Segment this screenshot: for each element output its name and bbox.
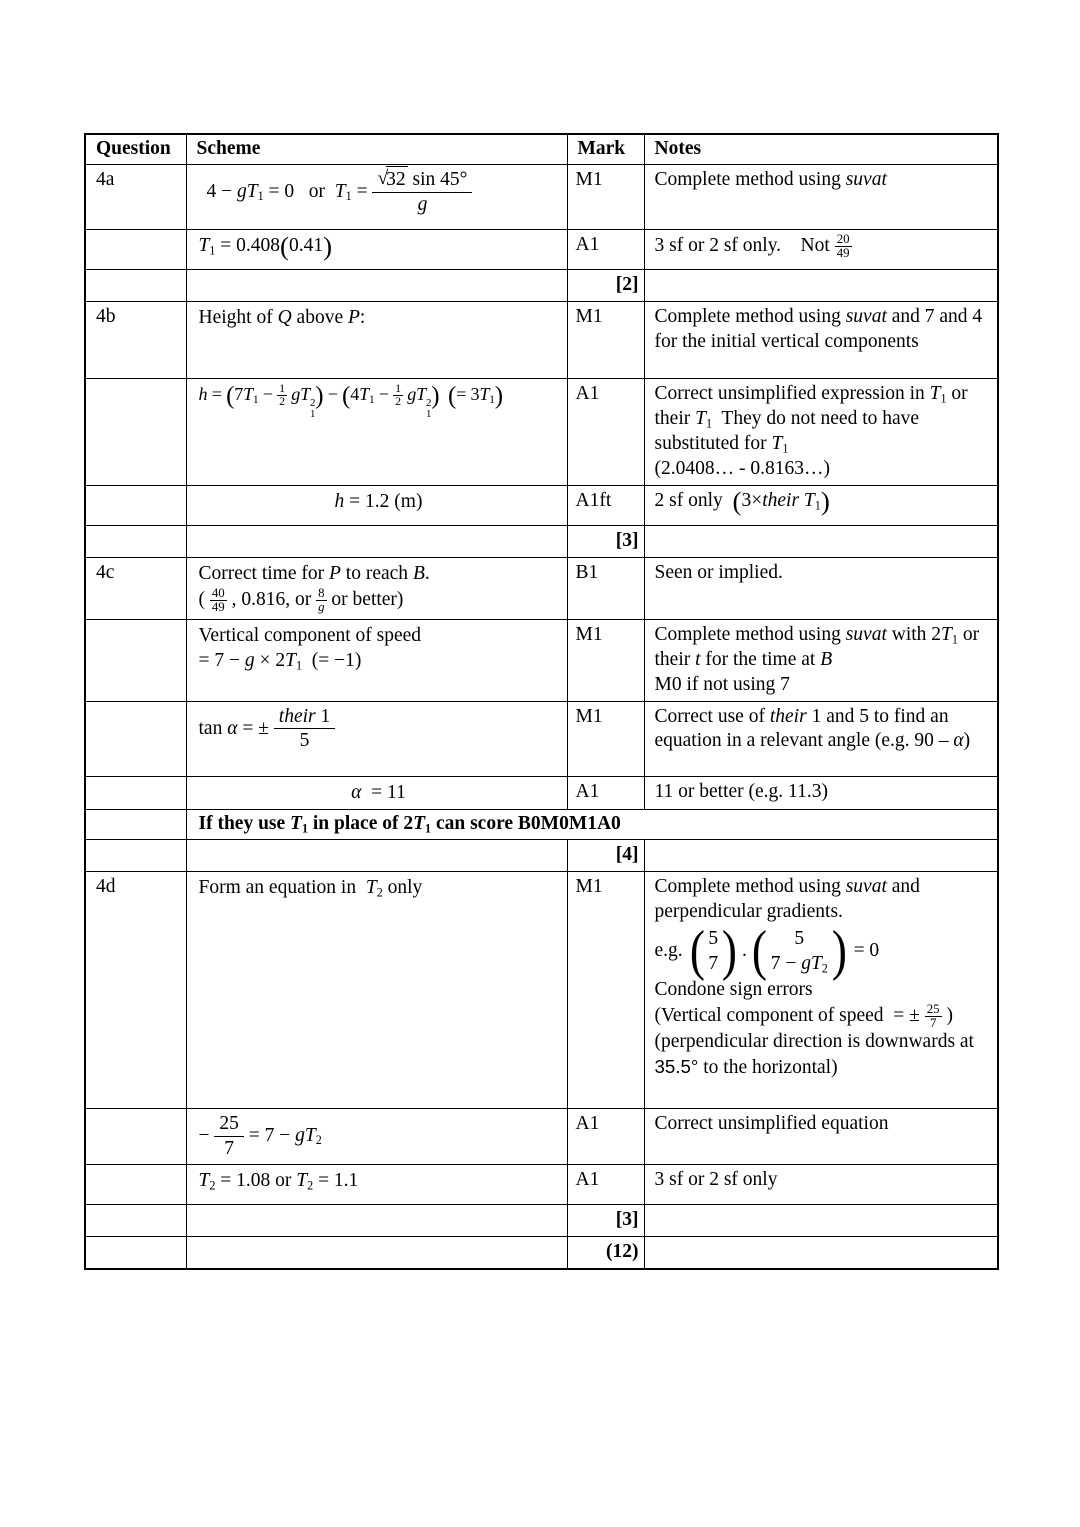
col-header-notes: Notes [644, 134, 998, 164]
col-header-mark: Mark [567, 134, 644, 164]
scheme-cell [186, 525, 567, 557]
scheme-cell [186, 269, 567, 301]
notes-cell [644, 1205, 998, 1237]
scheme-cell [186, 840, 567, 872]
question-cell [85, 378, 186, 485]
question-cell [85, 1165, 186, 1205]
question-cell [85, 525, 186, 557]
notes-cell: Complete method using suvat with $2T_1$ or their t for the time at B M0 if not using 7 [644, 619, 998, 701]
scheme-cell [186, 1205, 567, 1237]
question-cell: 4c [85, 557, 186, 619]
question-cell: 4d [85, 872, 186, 1109]
mark-cell: M1 [567, 872, 644, 1109]
scheme-cell: h = 1.2 (m) [186, 485, 567, 525]
mark-cell: B1 [567, 557, 644, 619]
mark-total-cell: [4] [567, 840, 644, 872]
table-row [85, 485, 998, 525]
table-row [85, 1237, 998, 1269]
mark-cell: A1 [567, 229, 644, 269]
question-cell [85, 229, 186, 269]
col-header-scheme: Scheme [186, 134, 567, 164]
question-cell [85, 1205, 186, 1237]
mark-cell: M1 [567, 701, 644, 776]
note-row [85, 810, 998, 840]
scheme-cell: Vertical component of speed = $7 - g \times 2T_1$ (= −1) [186, 619, 567, 701]
question-cell [85, 810, 186, 840]
table-row [85, 557, 998, 619]
table-row [85, 378, 998, 485]
table-row [85, 776, 998, 810]
scheme-cell: Height of Q above P: [186, 301, 567, 378]
table-row [85, 872, 998, 1109]
scheme-cell: − $\frac{25}{7}$ = $7 - gT_2$ [186, 1109, 567, 1165]
scheme-cell: α = 11 [186, 776, 567, 810]
mark-cell: M1 [567, 164, 644, 229]
mark-cell: A1 [567, 776, 644, 810]
scheme-cell: tan α = ± their 1 5 [186, 701, 567, 776]
header-row [85, 134, 998, 164]
table-row [85, 269, 998, 301]
notes-cell: 3 sf or 2 sf only [644, 1165, 998, 1205]
spanning-note-cell: If they use $T_1$ in place of $2T_1$ can score B0M0M1A0 [186, 810, 998, 840]
mark-scheme-table [84, 133, 999, 1270]
scheme-cell: Form an equation in $T_2$ only [186, 872, 567, 1109]
notes-cell: 2 sf only (3×their $T_1$) [644, 485, 998, 525]
mark-total-cell: [3] [567, 525, 644, 557]
notes-cell [644, 269, 998, 301]
scheme-cell: $T_1 = 0.408(0.41)$ [186, 229, 567, 269]
question-cell [85, 701, 186, 776]
scheme-cell [186, 1237, 567, 1269]
notes-cell: Seen or implied. [644, 557, 998, 619]
scheme-cell: $T_2 = 1.08$ or $T_2 = 1.1$ [186, 1165, 567, 1205]
notes-cell: Correct unsimplified expression in $T_1$ or their $T_1$ They do not need to have substituted for $T_1$ (2.0408… - 0.8163…) [644, 378, 998, 485]
table-row [85, 840, 998, 872]
mark-cell: M1 [567, 619, 644, 701]
question-cell [85, 1237, 186, 1269]
notes-cell: Correct unsimplified equation [644, 1109, 998, 1165]
question-cell [85, 619, 186, 701]
question-cell [85, 840, 186, 872]
mark-cell: A1 [567, 1109, 644, 1165]
question-cell [85, 1109, 186, 1165]
question-cell [85, 269, 186, 301]
question-cell: 4a [85, 164, 186, 229]
table-row [85, 301, 998, 378]
mark-total-cell: [3] [567, 1205, 644, 1237]
table-row [85, 619, 998, 701]
notes-cell [644, 1237, 998, 1269]
notes-cell: 3 sf or 2 sf only. Not $\frac{20}{49}$ [644, 229, 998, 269]
scheme-cell: Correct time for P to reach B. ( $\frac{40}{49}$ , 0.816, or $\frac{8}{g}$ or better) [186, 557, 567, 619]
table-row [85, 1165, 998, 1205]
question-cell: 4b [85, 301, 186, 378]
table-row [85, 1205, 998, 1237]
mark-cell: M1 [567, 301, 644, 378]
table-row [85, 229, 998, 269]
table-row [85, 164, 998, 229]
question-cell [85, 485, 186, 525]
table-row [85, 1109, 998, 1165]
notes-cell: Correct use of their 1 and 5 to find an equation in a relevant angle (e.g. 90 – α) [644, 701, 998, 776]
notes-cell [644, 525, 998, 557]
scheme-cell: $h = (7T_1$ − $\frac{1}{2}$ gT 2 1 ) − ($4T_1$ − $\frac{1}{2}$ gT 2 1 ) (= $3T_1$) [186, 378, 567, 485]
table-row [85, 701, 998, 776]
mark-cell: A1ft [567, 485, 644, 525]
mark-cell: A1 [567, 1165, 644, 1205]
scheme-cell: $4 - gT_1 = 0$ or $T_1$ = $\frac{√32 \sin 45^\circ}{g}$ [186, 164, 567, 229]
mark-total-cell: (12) [567, 1237, 644, 1269]
notes-cell: Complete method using suvat and 7 and 4 for the initial vertical components [644, 301, 998, 378]
notes-cell: 11 or better (e.g. 11.3) [644, 776, 998, 810]
notes-cell: Complete method using suvat [644, 164, 998, 229]
mark-cell: A1 [567, 378, 644, 485]
mark-total-cell: [2] [567, 269, 644, 301]
table-row [85, 525, 998, 557]
notes-cell: Complete method using suvat and perpendicular gradients. e.g. ( 5 7 ) . ( 5 $7 - gT_2$ ) = 0 Condone sign errors (Vertical component of speed = ± $\frac{25}{7}$ ) (perpendicular direction is downwards at 35.5° to the horizontal) [644, 872, 998, 1109]
question-cell [85, 776, 186, 810]
col-header-question: Question [85, 134, 186, 164]
notes-cell [644, 840, 998, 872]
